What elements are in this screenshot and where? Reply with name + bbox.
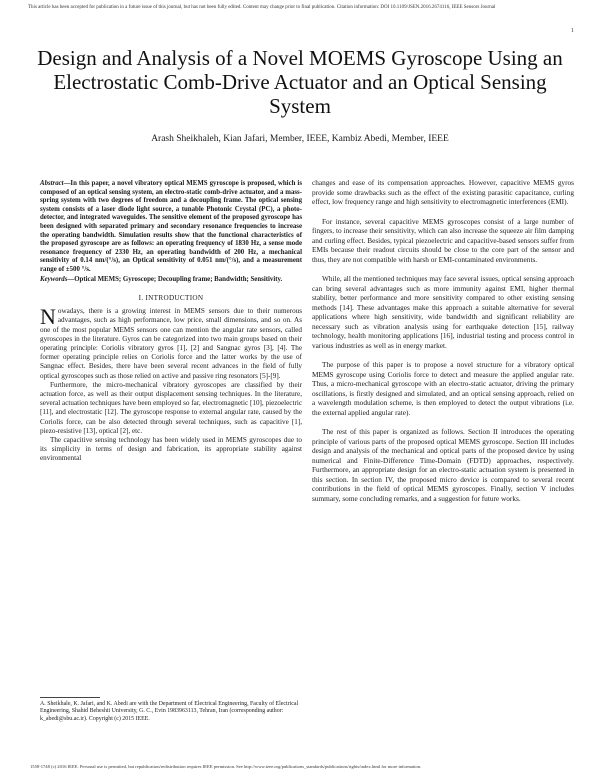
intro-paragraph-3: The capacitive sensing technology has been widely used in MEMS gyroscopes due to its simplicity in terms of design and fabrication, its appropriate stability against environmental bbox=[40, 435, 302, 463]
paper-title: Design and Analysis of a Novel MOEMS Gyroscope Using an Electrostatic Comb-Drive Actuator and an Optical Sensing System bbox=[37, 46, 563, 118]
keywords bbox=[40, 276, 302, 285]
right-paragraph-2: For instance, several capacitive MEMS gyroscopes consist of a large number of fingers, to increase their sensitivity, which can also increase the squeeze air film damping and curling effect. Besides, typical piezoelectric and capacitive-based sensors suffer from EMIs because their readout circuits should be close to the core part of the sensor and thus, they are not compatible with harsh or EMI-contaminated environments. bbox=[312, 216, 574, 264]
intro-paragraph-1-text: owadays, there is a growing interest in MEMS sensors due to their numerous advantages, such as high performance, low price, small dimensions, and so on. As one of the most popular MEMS sensors one can mention the angular rate sensors, called gyroscopes in the literature. Gyros can be categorized into two main groups based on their operating principle: Coriolis vibratory gyros [1], [2] and Sangnac gyros [3], [4]. The former operating principle relies on Coriolis force and the latter works by the use of Sangnac effect. Besides, there have been several recent advances in the field of fully optical gyroscopes such as those relied on active and passive ring resonators [5]-[9]. bbox=[40, 307, 302, 380]
author-line: Arash Sheikhaleh, Kian Jafari, Member, IEEE, Kambiz Abedi, Member, IEEE bbox=[151, 134, 449, 144]
intro-paragraph-2: Furthermore, the micro-mechanical vibratory gyroscopes are classified by their actuation force, as well as their output displacement sensing techniques. In the literature, several actuation techniques have been employed so far, electromagnetic [10], piezoelectric [11], and electrostatic [12]. The gyroscope response to external angular rate, caused by the Coriolis force, can be also detected through several techniques, such as capacitive [1], piezo-resistive [13], optical [2], etc. bbox=[40, 380, 302, 435]
abstract-label: Abstract bbox=[40, 180, 64, 187]
right-paragraph-4: The purpose of this paper is to propose a novel structure for a vibratory optical MEMS gyroscope using Coriolis force to detect and measure the applied angular rate. Thus, a micro-mechanical gyroscope with an electro-static actuator, driving the primary oscillations, is firstly designed and simulated, and an optical sensing approach, relied on a wavelength modulation scheme, is then employed to detect the output vibrations (i.e. the external applied angular rate). bbox=[312, 360, 574, 417]
author-footnote bbox=[40, 697, 302, 723]
right-column bbox=[312, 178, 574, 513]
footnote-text: A. Sheikhale, K. Jafari, and K. Abedi are with the Department of Electrical Engineering, Faculty of Electrical Engineering, Shahid Beheshti University, G. C., Evin 1983963113, Tehran, Iran (corresponding author: k_abedi@sbu.ac.ir). Copyright (c) 2015 IEEE. bbox=[40, 701, 299, 722]
keywords-label: Keywords bbox=[40, 275, 68, 283]
introduction-body bbox=[40, 304, 302, 463]
copyright-footer: 1558-1748 (c) 2016 IEEE. Personal use is permitted, but republication/redistribution requires IEEE permission. See http://www.ieee.org/publications_standards/publications/rights/index.html for more information. bbox=[30, 764, 422, 769]
intro-paragraph-1 bbox=[40, 304, 302, 381]
journal-banner: This article has been accepted for publication in a future issue of this journal, but has not been fully edited. Content may change prior to final publication. Citation information: DOI 10.1109/JSEN.2016.2674116, IEEE Sensors Journal bbox=[28, 5, 496, 10]
abstract bbox=[40, 180, 302, 275]
left-column bbox=[40, 180, 302, 464]
page-number: 1 bbox=[571, 28, 574, 34]
section-heading-introduction: I. INTRODUCTION bbox=[138, 294, 204, 303]
abstract-text: —In this paper, a novel vibratory optical MEMS gyroscope is proposed, which is composed of an optical sensing system, an electro-static comb-drive actuator, and a mass-spring system with two degrees of freedom and a decoupling frame. The optical sensing system consists of a laser diode light source, a tunable Photonic Crystal (PC), a photo-detector, and integrated waveguides. The sensitive element of the proposed gyroscope has been designed with separated primary and secondary resonance frequencies to increase the operating bandwidth. Simulation results show that the functional characteristics of the proposed gyroscope are as follows: an operating frequency of 1830 Hz, a sense mode resonance frequency of 2330 Hz, an operating bandwidth of 200 Hz, a mechanical sensitivity of 0.14 nm/(°/s), an Optical sensitivity of 0.051 nm/(°/s), and a measurement range of ±500 °/s. bbox=[40, 180, 302, 273]
right-paragraph-3: While, all the mentioned techniques may face several issues, optical sensing approach can bring several advantages such as more immunity against EMI, higher thermal stability, better performance and more sensitivity compared to other existing sensing methods [14]. These advantages make this approach a suitable alternative for several applications where high sensitivity, wide bandwidth and significant reliability are necessary such as vibration analysis using for earthquake detection [15], railway technology, health monitoring applications [16], industrial testing and process control in various industries as well as in energy market. bbox=[312, 274, 574, 350]
right-paragraph-5: The rest of this paper is organized as follows. Section II introduces the operating principle of various parts of the proposed optical MEMS gyroscope. Section III includes design and analysis of the mechanical and optical parts of the proposed device by using numerical and Finite-Difference Time-Domain (FDTD) approaches, respectively. Furthermore, an appropriate design for an electro-static actuation system is presented in this section. In section IV, the proposed micro device is compared to several recent contributions in the field of optical MEMS gyroscopes. Finally, section V includes summary, some concluding remarks, and a suggestion for future works. bbox=[312, 427, 574, 503]
keywords-text: —Optical MEMS; Gyroscope; Decoupling frame; Bandwidth; Sensitivity. bbox=[67, 275, 283, 283]
footnote-rule bbox=[40, 697, 100, 698]
drop-cap: N bbox=[40, 304, 56, 330]
right-paragraph-1: changes and ease of its compensation approaches. However, capacitive MEMS gyros provide some drawbacks such as the effect of the existing parasitic capacitance, curling effect, low frequency range and high sensitivity to electromagnetic interferences (EMI). bbox=[312, 178, 574, 206]
